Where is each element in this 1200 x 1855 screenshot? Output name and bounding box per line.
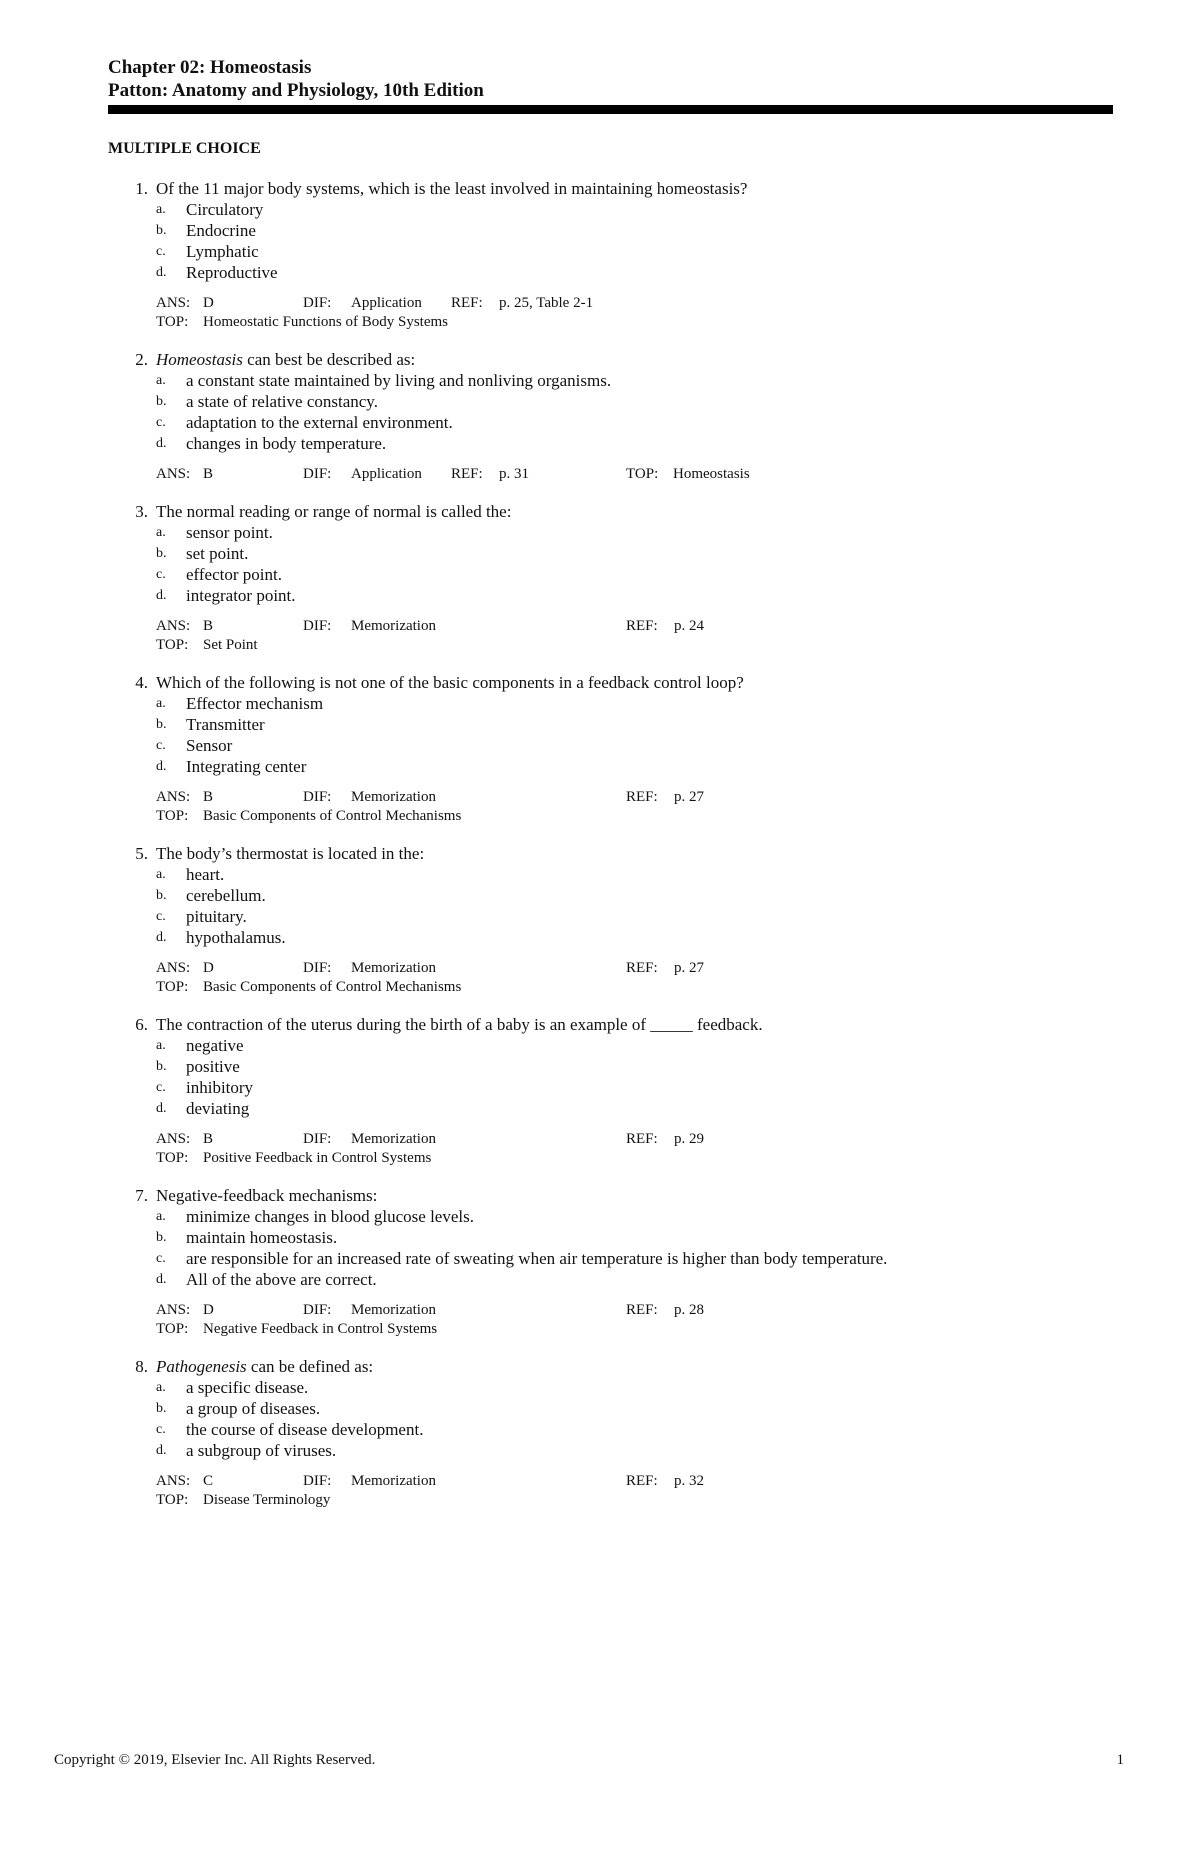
ref-label: REF: [626,960,658,976]
question-number: 5. [135,844,148,863]
question-stem-text: The contraction of the uterus during the birth of a baby is an example of _____ feedback. [156,1015,763,1034]
question-number: 6. [135,1015,148,1034]
option-letter: b. [156,1401,167,1416]
option-text: adaptation to the external environment. [186,413,453,432]
ans-label: ANS: [156,618,191,634]
question-stem [156,178,1108,199]
question-stem [156,1185,1108,1206]
question-stem-row [108,843,1108,864]
option-letter: d. [156,930,167,945]
ans-label: ANS: [156,1131,191,1147]
option-text: Endocrine [186,221,256,240]
option-letter: a. [156,373,166,388]
option-text: integrator point. [186,586,296,605]
option-letter: d. [156,265,167,280]
question-stem-row [108,1356,1108,1377]
answer-option [108,756,1108,777]
section-title: MULTIPLE CHOICE [108,140,261,157]
option-letter: d. [156,588,167,603]
option-text: positive [186,1057,240,1076]
option-letter: c. [156,1251,166,1266]
metadata-row [156,294,1108,313]
option-letter: a. [156,867,166,882]
option-text: pituitary. [186,907,247,926]
option-letter: a. [156,525,166,540]
question-stem-text: Which of the following is not one of the basic components in a feedback control loop? [156,673,744,692]
answer-metadata [108,617,1108,655]
option-text: deviating [186,1099,250,1118]
ans-label: ANS: [156,1302,191,1318]
ans-label: ANS: [156,295,191,311]
ref-value: p. 27 [674,789,704,805]
answer-option [108,1398,1108,1419]
top-value: Homeostasis [673,466,750,482]
top-label: TOP: [156,979,189,995]
option-text: Integrating center [186,757,307,776]
ans-value: B [203,466,214,482]
question-item [108,672,1108,826]
option-letter: b. [156,1059,167,1074]
question-stem-text: can be defined as: [246,1357,374,1376]
answer-option [108,1419,1108,1440]
question-number: 7. [135,1186,148,1205]
question-number: 2. [135,350,148,369]
option-text: Lymphatic [186,242,259,261]
option-text: Effector mechanism [186,694,324,713]
option-text: maintain homeostasis. [186,1228,338,1247]
answer-metadata [108,788,1108,826]
dif-value: Memorization [351,618,436,634]
ans-value: B [203,618,214,634]
option-letter: a. [156,696,166,711]
option-letter: d. [156,1443,167,1458]
option-letter: d. [156,1272,167,1287]
question-stem-text: Negative-feedback mechanisms: [156,1186,378,1205]
metadata-row [156,807,1108,826]
option-letter: d. [156,759,167,774]
answer-option [108,543,1108,564]
option-text: negative [186,1036,244,1055]
top-value: Negative Feedback in Control Systems [203,1321,438,1337]
question-stem-text: The normal reading or range of normal is called the: [156,502,512,521]
top-label: TOP: [156,1321,189,1337]
option-letter: b. [156,717,167,732]
metadata-row [156,1491,1108,1510]
dif-value: Memorization [351,1473,436,1489]
option-text: hypothalamus. [186,928,286,947]
option-text: Circulatory [186,200,264,219]
question-stem [156,672,1108,693]
ref-label: REF: [626,1473,658,1489]
option-letter: a. [156,202,166,217]
question-item [108,501,1108,655]
answer-option [108,1206,1108,1227]
book-title: Patton: Anatomy and Physiology, 10th Edition [108,80,484,101]
chapter-title: Chapter 02: Homeostasis [108,57,312,78]
ans-value: B [203,789,214,805]
answer-option [108,370,1108,391]
dif-label: DIF: [303,618,332,634]
option-text: the course of disease development. [186,1420,424,1439]
metadata-row [156,959,1108,978]
dif-value: Memorization [351,1131,436,1147]
question-stem-term: Pathogenesis [156,1357,247,1376]
top-label: TOP: [156,314,189,330]
answer-option [108,1035,1108,1056]
ans-value: D [203,1302,214,1318]
question-item [108,178,1108,332]
answer-option [108,735,1108,756]
page-header [108,56,1113,114]
answer-option [108,1377,1108,1398]
option-text: set point. [186,544,249,563]
question-list [108,178,1108,1527]
top-value: Basic Components of Control Mechanisms [203,808,462,824]
top-label: TOP: [156,808,189,824]
ans-label: ANS: [156,789,191,805]
metadata-row [156,978,1108,997]
answer-option [108,564,1108,585]
answer-option [108,906,1108,927]
answer-option [108,693,1108,714]
option-letter: a. [156,1380,166,1395]
ref-label: REF: [626,618,658,634]
option-text: sensor point. [186,523,273,542]
option-text: changes in body temperature. [186,434,387,453]
dif-value: Application [351,466,422,482]
answer-option [108,199,1108,220]
ref-label: REF: [626,789,658,805]
dif-label: DIF: [303,960,332,976]
top-value: Homeostatic Functions of Body Systems [203,314,448,330]
answer-option [108,927,1108,948]
ref-value: p. 27 [674,960,704,976]
answer-option [108,433,1108,454]
question-stem-row [108,672,1108,693]
answer-option [108,714,1108,735]
option-letter: c. [156,244,166,259]
question-stem-row [108,1014,1108,1035]
option-letter: c. [156,567,166,582]
option-letter: a. [156,1038,166,1053]
question-number: 8. [135,1357,148,1376]
option-text: a group of diseases. [186,1399,321,1418]
metadata-row [156,465,1108,484]
question-item [108,349,1108,484]
question-stem-text: The body’s thermostat is located in the: [156,844,425,863]
metadata-row [156,1472,1108,1491]
dif-label: DIF: [303,1131,332,1147]
option-letter: d. [156,436,167,451]
ans-value: C [203,1473,214,1489]
option-letter: b. [156,394,167,409]
dif-label: DIF: [303,466,332,482]
question-stem-row [108,501,1108,522]
question-stem-text: Of the 11 major body systems, which is the least involved in maintaining homeostasis? [156,179,748,198]
option-text: minimize changes in blood glucose levels. [186,1207,474,1226]
dif-label: DIF: [303,1302,332,1318]
dif-value: Memorization [351,960,436,976]
option-letter: a. [156,1209,166,1224]
ref-label: REF: [451,295,483,311]
answer-option [108,241,1108,262]
ans-value: D [203,960,214,976]
dif-value: Memorization [351,1302,436,1318]
question-stem-text: can best be described as: [242,350,416,369]
option-text: Reproductive [186,263,278,282]
option-text: Transmitter [186,715,265,734]
question-number: 3. [135,502,148,521]
ans-label: ANS: [156,466,191,482]
option-text: a state of relative constancy. [186,392,378,411]
dif-label: DIF: [303,1473,332,1489]
question-stem-term: Homeostasis [156,350,243,369]
top-label: TOP: [156,1150,189,1166]
question-stem-row [108,349,1108,370]
page-footer [54,1752,1124,1769]
answer-option [108,864,1108,885]
question-number: 4. [135,673,148,692]
metadata-row [156,788,1108,807]
option-text: heart. [186,865,225,884]
ref-value: p. 32 [674,1473,704,1489]
answer-metadata [108,959,1108,997]
top-value: Basic Components of Control Mechanisms [203,979,462,995]
option-letter: c. [156,1422,166,1437]
answer-metadata [108,1301,1108,1339]
ref-value: p. 25, Table 2-1 [499,295,594,311]
option-text: All of the above are correct. [186,1270,377,1289]
question-item [108,843,1108,997]
question-stem [156,349,1108,370]
question-stem [156,501,1108,522]
top-value: Positive Feedback in Control Systems [203,1150,432,1166]
ref-value: p. 31 [499,466,529,482]
question-stem [156,1014,1108,1035]
metadata-row [156,636,1108,655]
ref-label: REF: [451,466,483,482]
option-text: cerebellum. [186,886,266,905]
option-text: a specific disease. [186,1378,309,1397]
metadata-row [156,1130,1108,1149]
header-rule [108,105,1113,114]
top-value: Set Point [203,637,258,653]
option-text: effector point. [186,565,282,584]
ans-value: B [203,1131,214,1147]
question-item [108,1185,1108,1339]
ans-label: ANS: [156,960,191,976]
metadata-row [156,617,1108,636]
answer-metadata [108,1130,1108,1168]
option-text: a constant state maintained by living and nonliving organisms. [186,371,612,390]
ans-value: D [203,295,214,311]
option-letter: b. [156,1230,167,1245]
answer-option [108,585,1108,606]
metadata-row [156,1320,1108,1339]
top-label: TOP: [626,466,659,482]
answer-metadata [108,465,1108,484]
option-letter: b. [156,888,167,903]
answer-option [108,1077,1108,1098]
option-letter: c. [156,909,166,924]
dif-label: DIF: [303,789,332,805]
ref-value: p. 24 [674,618,704,634]
option-letter: b. [156,223,167,238]
top-label: TOP: [156,637,189,653]
page-number: 1 [1116,1752,1124,1768]
question-item [108,1356,1108,1510]
metadata-row [156,1149,1108,1168]
option-text: inhibitory [186,1078,254,1097]
answer-option [108,391,1108,412]
metadata-row [156,313,1108,332]
answer-metadata [108,1472,1108,1510]
option-text: Sensor [186,736,233,755]
answer-option [108,412,1108,433]
ref-value: p. 28 [674,1302,704,1318]
dif-label: DIF: [303,295,332,311]
option-letter: d. [156,1101,167,1116]
answer-option [108,1248,1108,1269]
question-stem [156,1356,1108,1377]
top-label: TOP: [156,1492,189,1508]
question-stem-row [108,178,1108,199]
answer-option [108,522,1108,543]
option-text: a subgroup of viruses. [186,1441,337,1460]
question-stem [156,843,1108,864]
option-text: are responsible for an increased rate of sweating when air temperature is higher than body temperature. [186,1249,888,1268]
answer-option [108,220,1108,241]
question-item [108,1014,1108,1168]
ans-label: ANS: [156,1473,191,1489]
answer-option [108,1227,1108,1248]
question-stem-row [108,1185,1108,1206]
answer-option [108,1440,1108,1461]
option-letter: c. [156,1080,166,1095]
answer-option [108,1098,1108,1119]
option-letter: b. [156,546,167,561]
top-value: Disease Terminology [203,1492,331,1508]
question-number: 1. [135,179,148,198]
dif-value: Application [351,295,422,311]
answer-option [108,1269,1108,1290]
option-letter: c. [156,738,166,753]
ref-label: REF: [626,1302,658,1318]
answer-option [108,1056,1108,1077]
answer-metadata [108,294,1108,332]
ref-value: p. 29 [674,1131,704,1147]
metadata-row [156,1301,1108,1320]
dif-value: Memorization [351,789,436,805]
copyright-text: Copyright © 2019, Elsevier Inc. All Rights Reserved. [54,1752,376,1768]
answer-option [108,885,1108,906]
option-letter: c. [156,415,166,430]
ref-label: REF: [626,1131,658,1147]
answer-option [108,262,1108,283]
